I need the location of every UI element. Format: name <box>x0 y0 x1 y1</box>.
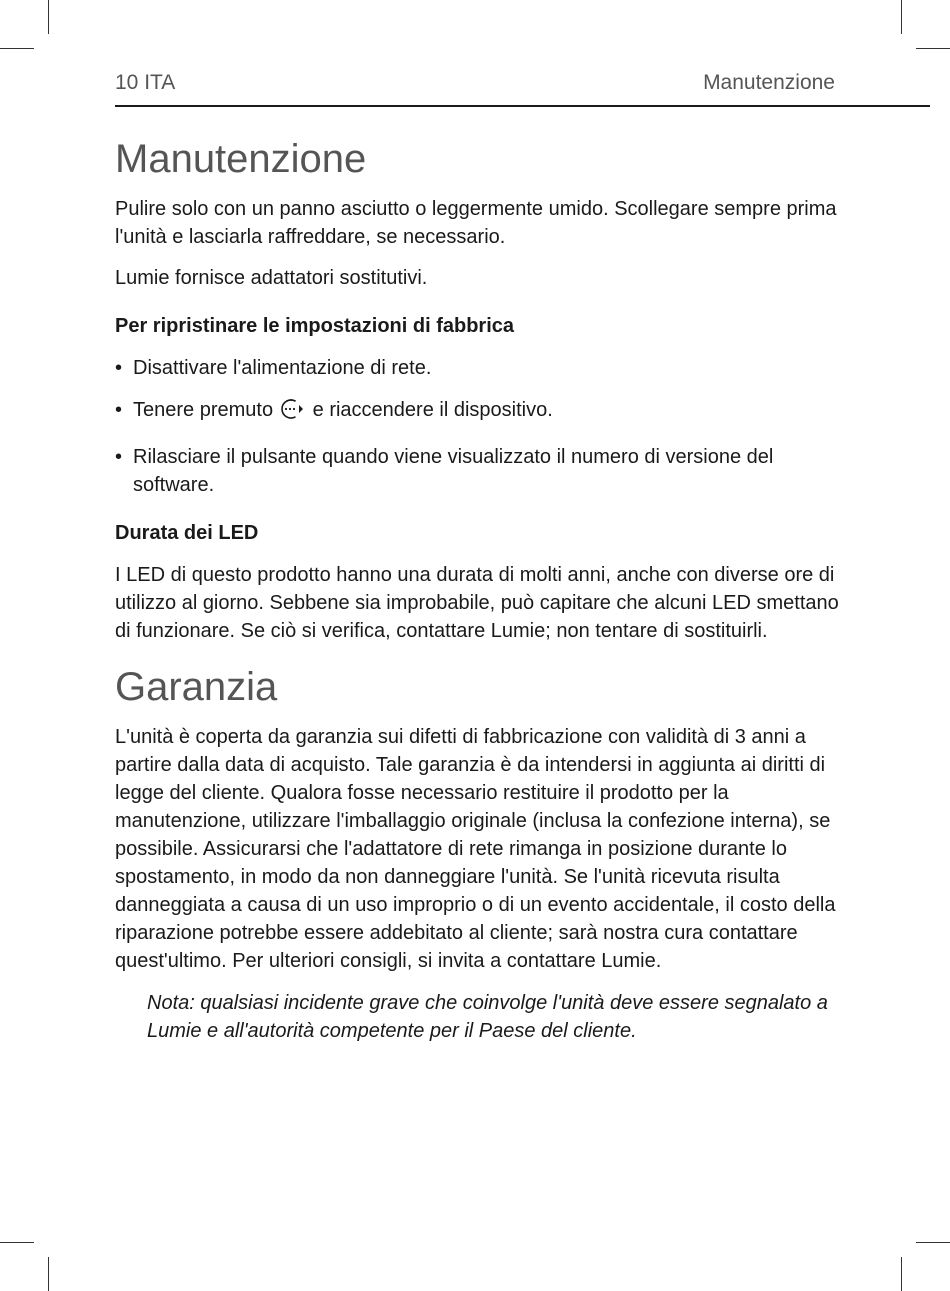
step-text: Disattivare l'alimentazione di rete. <box>133 357 432 379</box>
warranty-note: Nota: qualsiasi incidente grave che coinvolge l'unità deve essere segnalato a Lumie e all'autorità competente per il Paese del cliente. <box>147 992 828 1042</box>
crop-mark <box>901 1257 902 1291</box>
maintenance-paragraph-2: Lumie fornisce adattatori sostitutivi. <box>115 267 428 289</box>
crop-mark <box>916 48 950 49</box>
power-menu-icon <box>277 397 305 429</box>
led-life-paragraph: I LED di questo prodotto hanno una durata di molti anni, anche con diverse ore di utilizzo al giorno. Sebbene sia improbabile, può capitare che alcuni LED smettano di funzionare. Se ciò si verifica, contattare Lumie; non tentare di sostituirli. <box>115 564 839 642</box>
maintenance-title: Manutenzione <box>115 137 367 181</box>
list-item <box>115 354 845 382</box>
bullet-icon: • <box>115 357 123 379</box>
maintenance-paragraph-1: Pulire solo con un panno asciutto o leggermente umido. Scollegare sempre prima l'unità e lasciarla raffreddare, se necessario. <box>115 198 837 248</box>
page-content <box>115 135 845 1045</box>
crop-mark <box>48 0 49 34</box>
bullet-icon: • <box>115 399 123 421</box>
step-text: Tenere premuto <box>133 399 274 421</box>
list-item <box>115 443 845 499</box>
header-divider <box>115 105 930 107</box>
step-text: e riaccendere il dispositivo. <box>312 399 553 421</box>
step-text: Rilasciare il pulsante quando viene visualizzato il numero di versione del software. <box>133 446 774 496</box>
list-item <box>115 396 845 429</box>
running-header-section: Manutenzione <box>703 71 835 94</box>
crop-mark <box>0 48 34 49</box>
warranty-paragraph: L'unità è coperta da garanzia sui difetti di fabbricazione con validità di 3 anni a partire dalla data di acquisto. Tale garanzia è da intendersi in aggiunta ai diritti di legge del cliente. Qualora fosse necessario restituire il prodotto per la manutenzione, utilizzare l'imballaggio originale (inclusa la confezione interna), se possibile. Assicurarsi che l'adattatore di rete rimanga in posizione durante lo spostamento, in modo da non danneggiare l'unità. Se l'unità ricevuta risulta danneggiata a causa di un uso improprio o di un evento accidentale, il costo della riparazione potrebbe essere addebitato al cliente; sarà nostra cura contattare quest'ultimo. Per ulteriori consigli, si invita a contattare Lumie. <box>115 726 836 972</box>
page-number-label: 10 ITA <box>115 71 176 94</box>
crop-mark <box>916 1242 950 1243</box>
crop-mark <box>901 0 902 34</box>
led-life-heading: Durata dei LED <box>115 522 259 544</box>
factory-reset-heading: Per ripristinare le impostazioni di fabbrica <box>115 315 514 337</box>
crop-mark <box>48 1257 49 1291</box>
warranty-title: Garanzia <box>115 665 278 709</box>
factory-reset-steps <box>115 354 845 499</box>
bullet-icon: • <box>115 446 123 468</box>
crop-mark <box>0 1242 34 1243</box>
